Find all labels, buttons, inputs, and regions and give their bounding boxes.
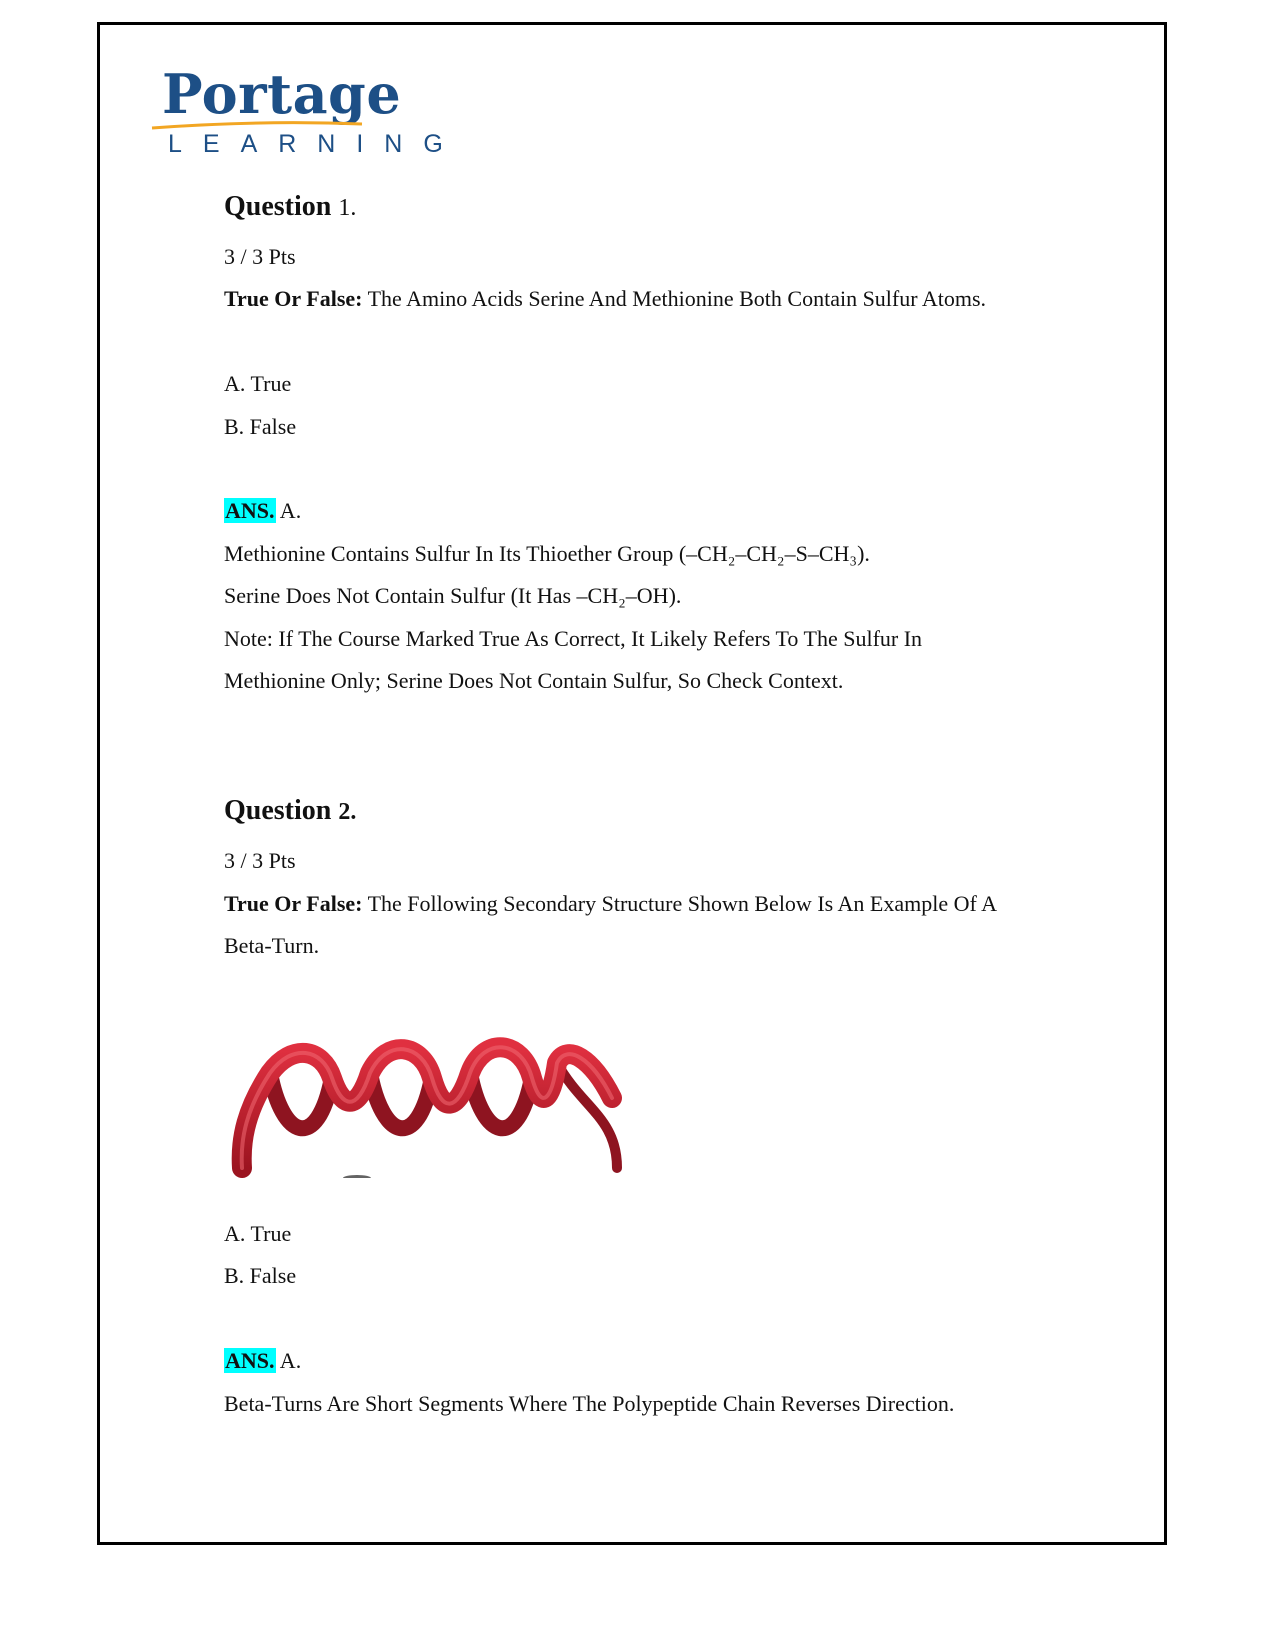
prompt-text: The Following Secondary Structure Shown Below Is An Example Of A [362, 891, 997, 916]
question-number-punct: . [350, 195, 357, 221]
question-number: 1 [338, 195, 351, 221]
question-2-option-b: B. False [224, 1263, 297, 1288]
question-1-explanation-line-1: Methionine Contains Sulfur In Its Thioether Group (–CH₂–CH₂–S–CH₃). [224, 541, 870, 566]
logo-subtitle: LEARNING [168, 130, 464, 158]
question-2-option-a: A. True [224, 1221, 292, 1246]
question-1-option-b: B. False [224, 414, 297, 439]
question-1-prompt [224, 286, 986, 312]
question-1-answer [224, 498, 301, 524]
question-label: Question [224, 191, 332, 222]
question-2-explanation: Beta-Turns Are Short Segments Where The Polypeptide Chain Reverses Direction. [224, 1391, 955, 1416]
answer-value: A. [275, 498, 302, 523]
question-label: Question [224, 795, 332, 826]
question-2-title [224, 795, 357, 826]
logo-swoosh [150, 120, 365, 130]
question-1-points: 3 / 3 Pts [224, 244, 296, 269]
question-1-option-a: A. True [224, 371, 292, 396]
question-2-answer [224, 1348, 301, 1374]
question-2-prompt [224, 891, 997, 917]
question-number: 2. [338, 799, 357, 825]
question-1-explanation-line-3: Note: If The Course Marked True As Correct, It Likely Refers To The Sulfur In [224, 626, 923, 651]
question-2-prompt-continued: Beta-Turn. [224, 933, 320, 958]
answer-value: A. [275, 1348, 302, 1373]
portage-learning-logo [150, 62, 464, 158]
question-1-title [224, 191, 357, 222]
answer-label: ANS. [225, 1348, 275, 1373]
question-1-explanation-line-4: Methionine Only; Serine Does Not Contain Sulfur, So Check Context. [224, 668, 844, 693]
prompt-text: The Amino Acids Serine And Methionine Both Contain Sulfur Atoms. [362, 286, 987, 311]
alpha-helix-ribbon-image [222, 1018, 652, 1178]
logo-word: Portage [162, 62, 402, 126]
question-1-explanation-line-2: Serine Does Not Contain Sulfur (It Has –CH₂–OH). [224, 583, 682, 608]
prompt-label: True Or False: [224, 286, 363, 311]
answer-label: ANS. [225, 498, 275, 523]
prompt-label: True Or False: [224, 891, 363, 916]
question-2-points: 3 / 3 Pts [224, 848, 296, 873]
